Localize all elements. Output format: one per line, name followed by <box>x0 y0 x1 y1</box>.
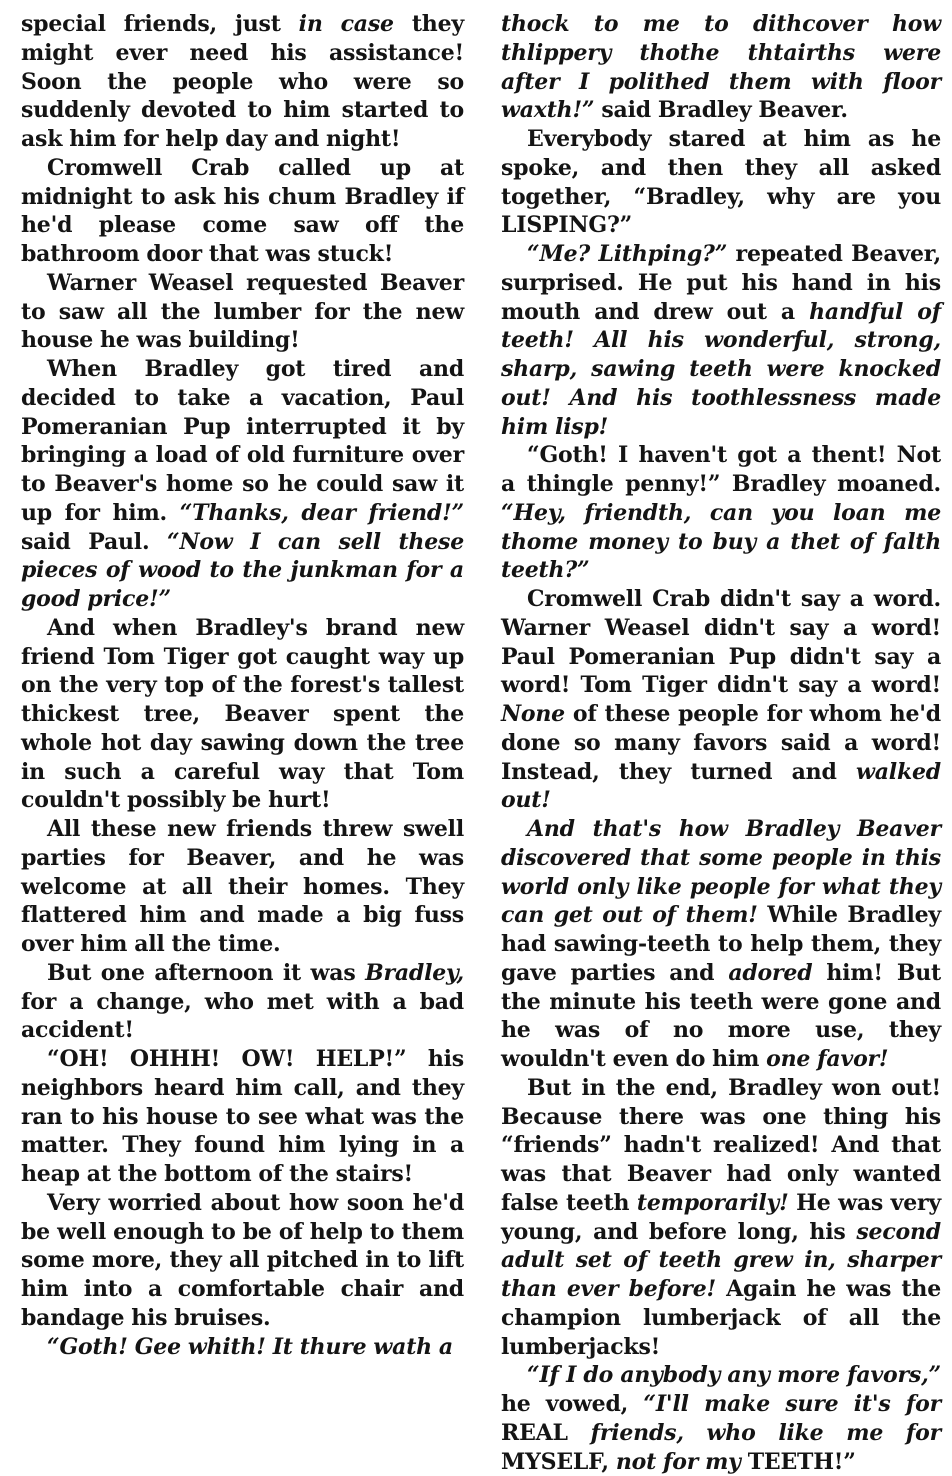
story-paragraph <box>21 269 464 355</box>
text-run: While Bradley had sawing-teeth to help them, they gave parties and <box>501 902 941 986</box>
story-paragraph <box>21 959 464 1045</box>
right-text-column <box>501 10 941 1476</box>
text-run: said Bradley Beaver. <box>594 97 848 124</box>
italic-text-run: “Thanks, dear friend!” <box>179 499 464 526</box>
story-paragraph <box>21 1189 464 1333</box>
text-run: Again he was the champion lumberjack of all the lumberjacks! <box>501 1276 941 1360</box>
italic-text-run: And that's how Bradley Beaver discovered that some people in this world only like people for what they can get out of them! <box>501 816 941 929</box>
story-paragraph <box>21 815 464 959</box>
text-run: Cromwell Crab called up at midnight to ask his chum Bradley if he'd please come saw off the bathroom door that was stuck! <box>21 154 464 267</box>
text-run: him! But the minute his teeth were gone and he was of no more use, they wouldn't even do him <box>501 959 941 1072</box>
story-paragraph <box>21 154 464 269</box>
italic-text-run: walked out! <box>501 758 941 814</box>
italic-text-run: None <box>501 701 565 727</box>
text-run: But one afternoon it was <box>47 959 366 986</box>
text-run: Cromwell Crab didn't say a word. Warner Weasel didn't say a word! Paul Pomeranian Pup didn't say a word! Tom Tiger didn't say a word! <box>501 586 941 699</box>
story-paragraph <box>501 815 941 1074</box>
story-paragraph <box>501 1361 941 1476</box>
italic-text-run: temporarily! <box>636 1189 789 1216</box>
text-run: MYSELF, <box>501 1448 616 1475</box>
text-run: “OH! OHHH! OW! HELP!” his neighbors heard him call, and they ran to his house to see what was the matter. They found him lying in a heap at the bottom of the stairs! <box>21 1046 464 1187</box>
text-run: of these people for whom he'd done so many favors said a word! Instead, they turned and <box>501 701 941 785</box>
story-paragraph <box>501 1074 941 1362</box>
story-paragraph <box>501 125 941 240</box>
italic-text-run: “Hey, friendth, can you loan me thome money to buy a thet of falth teeth?” <box>501 499 941 584</box>
italic-text-run: Bradley, <box>365 959 464 986</box>
story-paragraph <box>21 10 464 154</box>
italic-text-run: handful of teeth! All his wonderful, strong, sharp, sawing teeth were knocked out! And his toothlessness made him lisp! <box>501 298 941 440</box>
text-run: Everybody stared at him as he spoke, and then they all asked together, “Bradley, why are you LISPING?” <box>501 126 941 239</box>
text-run: He was very young, and before long, his <box>501 1189 941 1245</box>
italic-text-run: friends, who like me for <box>590 1419 941 1446</box>
text-run: But in the end, Bradley won out! Because there was one thing his “friends” hadn't realized! And that was that Beaver had only wanted false teeth <box>501 1074 941 1216</box>
italic-text-run: “Goth! Gee whith! It thure wath a <box>47 1333 453 1360</box>
story-paragraph <box>501 10 941 125</box>
italic-text-run: “Now I can sell these pieces of wood to the junkman for a good price!” <box>21 528 464 612</box>
italic-text-run: “I'll make sure it's for <box>643 1391 942 1417</box>
text-run: for a change, who met with a bad accident! <box>21 988 464 1044</box>
italic-text-run: second adult set of teeth grew in, sharper than ever before! <box>501 1218 941 1302</box>
story-paragraph <box>21 1045 464 1189</box>
italic-text-run: adored <box>728 959 813 986</box>
text-run: repeated Beaver, surprised. He put his hand in his mouth and drew out a <box>501 241 942 325</box>
story-paragraph <box>21 355 464 614</box>
story-paragraph <box>501 441 941 585</box>
text-run: And when Bradley's brand new friend Tom Tiger got caught way up on the very top of the forest's tallest thickest tree, Beaver spent the whole hot day sawing down the tree in such a careful way that Tom couldn't possibly be hurt! <box>21 614 464 814</box>
italic-text-run: not for my <box>615 1448 741 1475</box>
text-run: he vowed, <box>501 1391 644 1417</box>
story-paragraph <box>501 585 941 815</box>
text-run: When Bradley got tired and decided to take a vacation, Paul Pomeranian Pup interrupted it by bringing a load of old furniture over to Beaver's home so he could saw it up for him. <box>21 356 464 526</box>
story-paragraph <box>21 1333 464 1362</box>
text-run: All these new friends threw swell parties for Beaver, and he was welcome at all their homes. They flattered him and made a big fuss over him all the time. <box>21 816 464 957</box>
text-run: said Paul. <box>21 528 168 555</box>
italic-text-run: one favor! <box>766 1046 889 1072</box>
text-run: special friends, just <box>21 11 299 37</box>
story-paragraph <box>21 614 464 815</box>
italic-text-run: “Me? Lithping?” <box>527 241 728 267</box>
story-paragraph <box>501 240 941 441</box>
italic-text-run: “If I do anybody any more favors,” <box>527 1362 941 1389</box>
italic-text-run: in case <box>298 11 394 37</box>
text-run: REAL <box>501 1419 591 1446</box>
text-run: Very worried about how soon he'd be well enough to be of help to them some more, they all pitched in to lift him into a comfortable chair and bandage his bruises. <box>21 1189 464 1331</box>
italic-text-run: thock to me to dithcover how thlippery thothe thtairths were after I polithed them with floor waxth!” <box>501 11 941 124</box>
text-run: they might ever need his assistance! Soon the people who were so suddenly devoted to him started to ask him for help day and night! <box>21 11 464 152</box>
text-run: Warner Weasel requested Beaver to saw all the lumber for the new house he was building! <box>21 269 464 354</box>
left-text-column <box>21 10 464 1361</box>
text-run: TEETH!” <box>740 1448 856 1475</box>
text-run: “Goth! I haven't got a thent! Not a thingle penny!” Bradley moaned. <box>501 442 941 497</box>
